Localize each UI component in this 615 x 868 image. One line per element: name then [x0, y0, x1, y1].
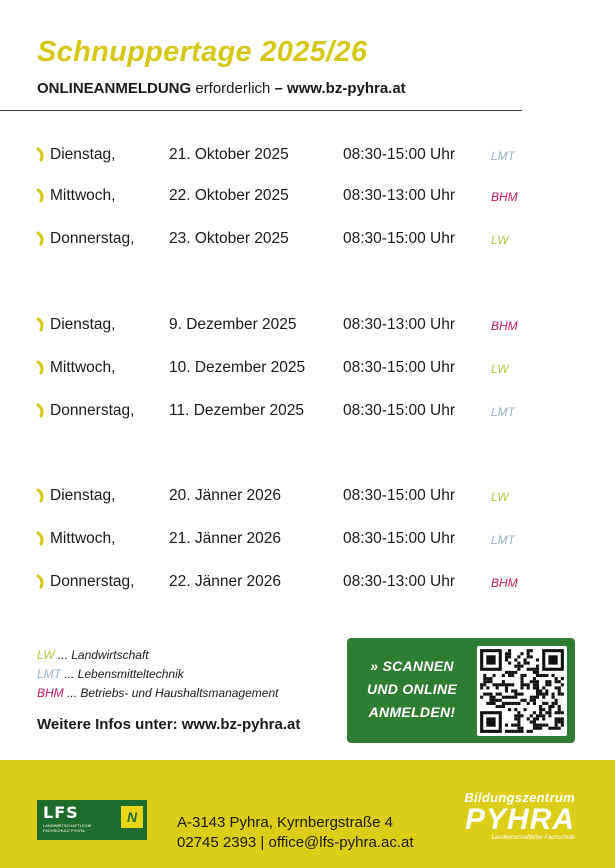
- scan-line-3: ANMELDEN!: [368, 704, 456, 720]
- schedule-day: Donnerstag,: [50, 402, 135, 419]
- legend-text: ... Landwirtschaft: [54, 648, 149, 662]
- schedule-time: 08:30-15:00 Uhr: [343, 359, 456, 376]
- schedule-date: 20. Jänner 2026: [169, 487, 282, 504]
- schedule-code: LMT: [491, 149, 515, 163]
- schedule-date: 23. Oktober 2025: [169, 230, 289, 247]
- legend-text: ... Lebensmitteltechnik: [61, 667, 184, 681]
- schedule-date: 22. Jänner 2026: [169, 573, 282, 590]
- schedule-date: 21. Oktober 2025: [169, 146, 289, 163]
- footer: [0, 760, 615, 868]
- chevron-right-icon: [36, 488, 47, 504]
- schedule-code: LW: [491, 233, 509, 247]
- schedule-code: LMT: [491, 405, 515, 419]
- chevron-right-icon: [36, 231, 47, 247]
- schedule-date: 10. Dezember 2025: [169, 359, 306, 376]
- chevron-right-icon: [36, 188, 47, 204]
- qr-code-graphic: [477, 646, 567, 736]
- legend-item: [37, 646, 278, 665]
- lfs-logo-subtext: LANDWIRTSCHAFTLICHE FACHSCHULE PYHRA: [43, 823, 92, 833]
- schedule-code: BHM: [491, 190, 518, 204]
- legend-abbr: LW: [37, 648, 55, 662]
- registration-note-light: erforderlich: [191, 80, 271, 97]
- registration-note: [37, 80, 406, 97]
- schedule-code: LW: [491, 490, 509, 504]
- schedule-day: Mittwoch,: [50, 530, 116, 547]
- brand-line-2: PYHRA: [464, 803, 575, 836]
- schedule-code: BHM: [491, 319, 518, 333]
- schedule-row: [0, 146, 615, 170]
- chevron-right-icon: [36, 147, 47, 163]
- scan-line-1: » SCANNEN: [370, 658, 454, 674]
- schedule-code: LMT: [491, 533, 515, 547]
- chevron-right-icon: [36, 403, 47, 419]
- legend-abbr: LMT: [37, 667, 61, 681]
- legend: [37, 646, 278, 703]
- scan-instructions: [357, 655, 467, 724]
- schedule-row: [0, 530, 615, 554]
- schedule-date: 11. Dezember 2025: [169, 402, 304, 419]
- schedule-row: [0, 230, 615, 254]
- chevron-right-icon: [36, 531, 47, 547]
- schedule-day: Dienstag,: [50, 146, 116, 163]
- scan-box[interactable]: [347, 638, 575, 743]
- schedule-day: Dienstag,: [50, 316, 116, 333]
- scan-line-2: UND ONLINE: [366, 681, 458, 697]
- more-info-link[interactable]: Weitere Infos unter: www.bz-pyhra.at: [37, 716, 301, 733]
- schedule-row: [0, 487, 615, 511]
- schedule-day: Donnerstag,: [50, 573, 135, 590]
- chevron-right-icon: [36, 360, 47, 376]
- schedule-time: 08:30-15:00 Uhr: [343, 230, 456, 247]
- schedule-time: 08:30-15:00 Uhr: [343, 146, 456, 163]
- schedule-time: 08:30-15:00 Uhr: [343, 402, 456, 419]
- address-street: A-3143 Pyhra, Kyrnbergstraße 4: [177, 814, 393, 831]
- schedule-row: [0, 573, 615, 597]
- schedule-code: LW: [491, 362, 509, 376]
- legend-text: ... Betriebs- und Haushaltsmanagement: [63, 686, 279, 700]
- schedule-row: [0, 316, 615, 340]
- schedule-day: Donnerstag,: [50, 230, 135, 247]
- chevron-right-icon: [36, 317, 47, 333]
- registration-url[interactable]: – www.bz-pyhra.at: [270, 80, 406, 97]
- schedule-date: 9. Dezember 2025: [169, 316, 297, 333]
- schedule-code: BHM: [491, 576, 518, 590]
- lfs-logo-text: LFS: [43, 803, 79, 822]
- schedule-row: [0, 187, 615, 211]
- registration-note-bold: ONLINEANMELDUNG: [37, 80, 192, 97]
- brand-logo: [464, 790, 575, 841]
- schedule-day: Mittwoch,: [50, 359, 116, 376]
- page-title: Schnuppertage 2025/26: [37, 36, 368, 68]
- schedule-time: 08:30-13:00 Uhr: [343, 187, 456, 204]
- schedule-time: 08:30-15:00 Uhr: [343, 530, 456, 547]
- schedule-date: 21. Jänner 2026: [169, 530, 282, 547]
- legend-item: [37, 665, 278, 684]
- header-divider: [0, 110, 522, 111]
- chevron-right-icon: [36, 574, 47, 590]
- schedule-date: 22. Oktober 2025: [169, 187, 289, 204]
- schedule-row: [0, 359, 615, 383]
- qr-code-icon[interactable]: [477, 646, 567, 736]
- address-contact[interactable]: 02745 2393 | office@lfs-pyhra.ac.at: [177, 834, 414, 851]
- legend-item: [37, 684, 278, 703]
- schedule-row: [0, 402, 615, 426]
- legend-abbr: BHM: [37, 686, 64, 700]
- schedule-time: 08:30-15:00 Uhr: [343, 487, 456, 504]
- brand-line-3: Landwirtschaftliche Fachschule: [491, 835, 575, 841]
- schedule-day: Mittwoch,: [50, 187, 116, 204]
- brand-line-1: Bildungszentrum: [464, 790, 575, 805]
- lfs-logo: [37, 800, 147, 840]
- address: [177, 813, 414, 853]
- schedule-time: 08:30-13:00 Uhr: [343, 316, 456, 333]
- schedule-time: 08:30-13:00 Uhr: [343, 573, 456, 590]
- schedule-day: Dienstag,: [50, 487, 116, 504]
- noe-badge-icon: N: [121, 806, 143, 828]
